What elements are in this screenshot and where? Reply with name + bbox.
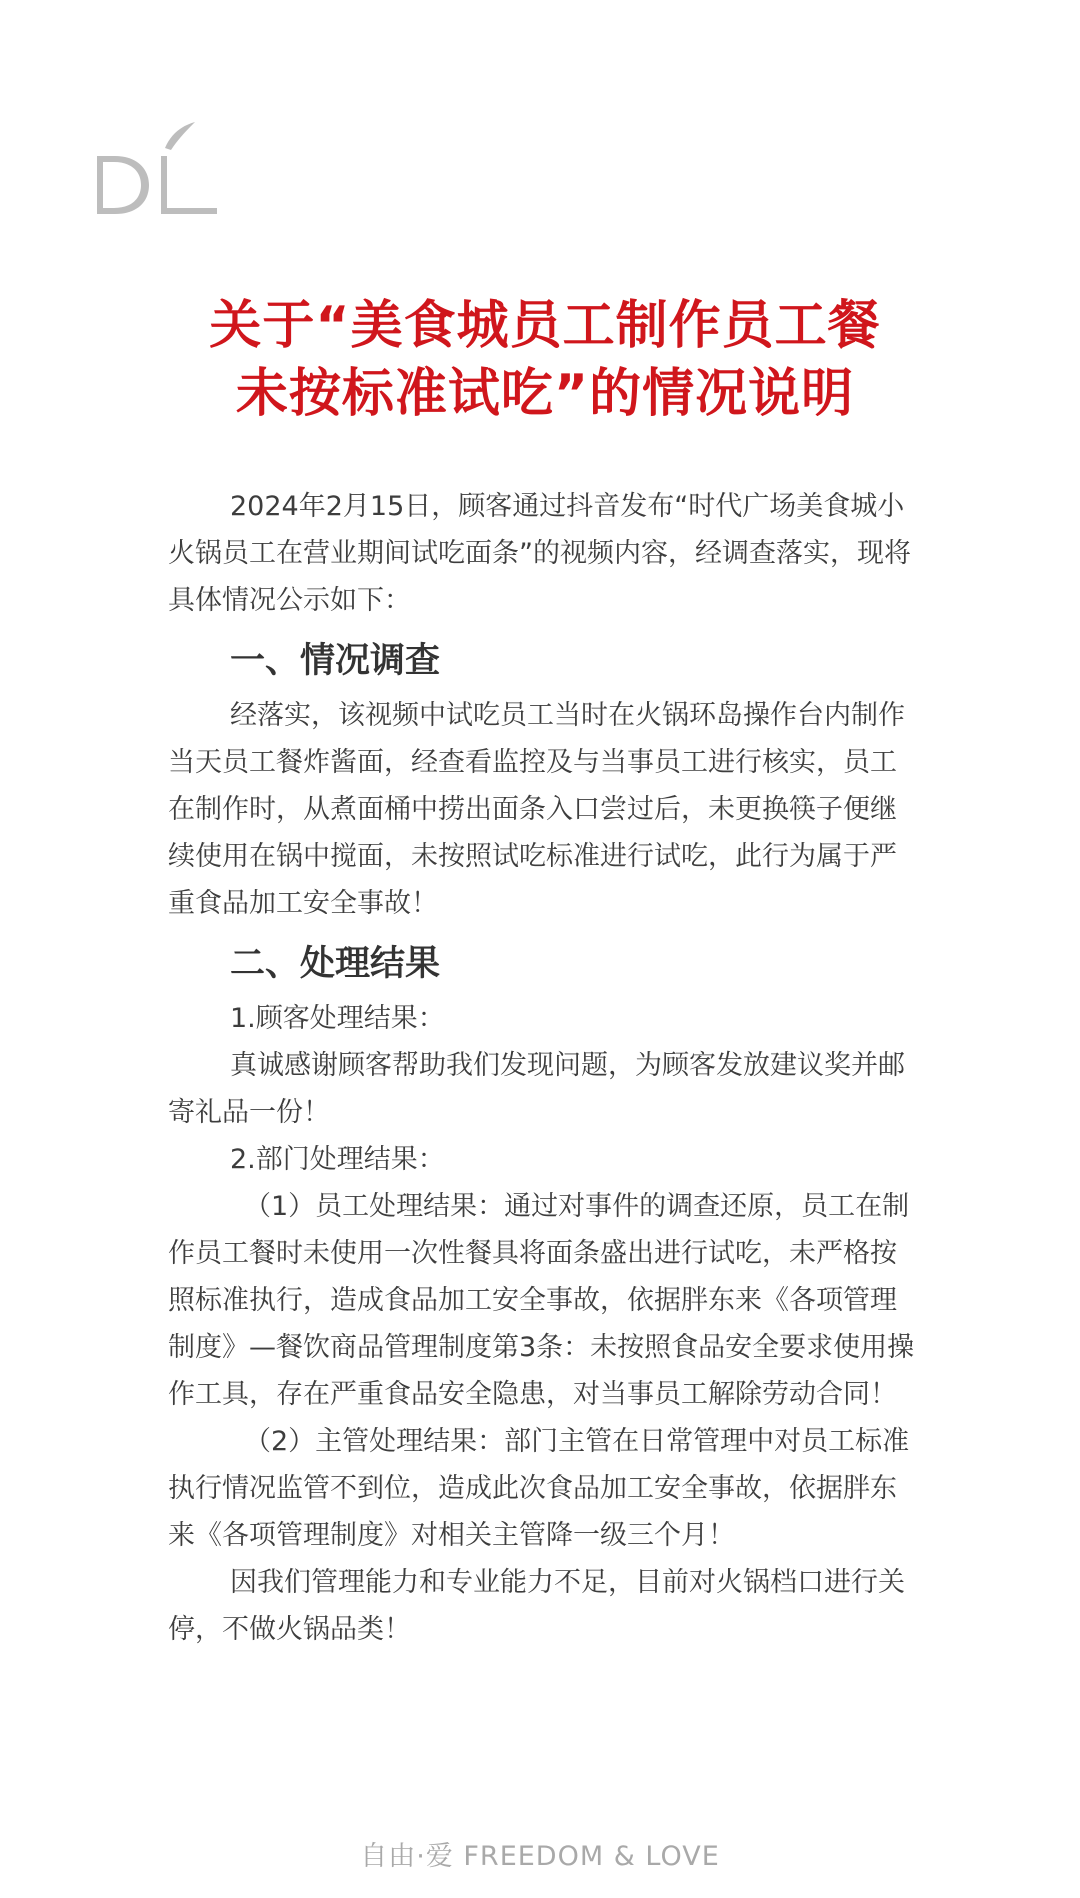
- closing-paragraph: 因我们管理能力和专业能力不足，目前对火锅档口进行关停，不做火锅品类！: [168, 1567, 905, 1645]
- supervisor-result-paragraph: （2）主管处理结果：部门主管在日常管理中对员工标准执行情况监管不到位，造成此次食品加工安全事故，依据胖东来《各项管理制度》对相关主管降一级三个月！: [168, 1426, 910, 1551]
- employee-result-paragraph: （1）员工处理结果：通过对事件的调查还原，员工在制作员工餐时未使用一次性餐具将面条盛出进行试吃，未严格按照标准执行，造成食品加工安全事故，依据胖东来《各项管理制度》—餐饮商品管理制度第3条：未按照食品安全要求使用操作工具，存在严重食品安全隐患，对当事员工解除劳动合同！: [168, 1191, 915, 1410]
- dl-logo: [95, 118, 225, 218]
- investigation-paragraph: 经落实，该视频中试吃员工当时在火锅环岛操作台内制作当天员工餐炸酱面，经查看监控及与当事员工进行核实，员工在制作时，从煮面桶中捞出面条入口尝过后，未更换筷子便继续使用在锅中搅面，未按照试吃标准进行试吃，此行为属于严重食品加工安全事故！: [168, 700, 905, 919]
- title-line-1: 关于“美食城员工制作员工餐: [209, 296, 881, 356]
- section-heading-investigation: 一、情况调查: [230, 641, 441, 681]
- document-body: [168, 483, 923, 1653]
- title-line-2: 未按标准试吃”的情况说明: [235, 364, 855, 424]
- footer-slogan: 自由·爱 FREEDOM & LOVE: [360, 1841, 720, 1872]
- section-heading-results: 二、处理结果: [230, 944, 441, 984]
- department-result-label: 2.部门处理结果：: [230, 1144, 445, 1175]
- customer-result-paragraph: 真诚感谢顾客帮助我们发现问题，为顾客发放建议奖并邮寄礼品一份！: [168, 1050, 905, 1128]
- document-title: [150, 292, 940, 428]
- intro-paragraph: 2024年2月15日，顾客通过抖音发布“时代广场美食城小火锅员工在营业期间试吃面条”的视频内容，经调查落实，现将具体情况公示如下：: [168, 491, 911, 616]
- customer-result-label: 1.顾客处理结果：: [230, 1003, 445, 1034]
